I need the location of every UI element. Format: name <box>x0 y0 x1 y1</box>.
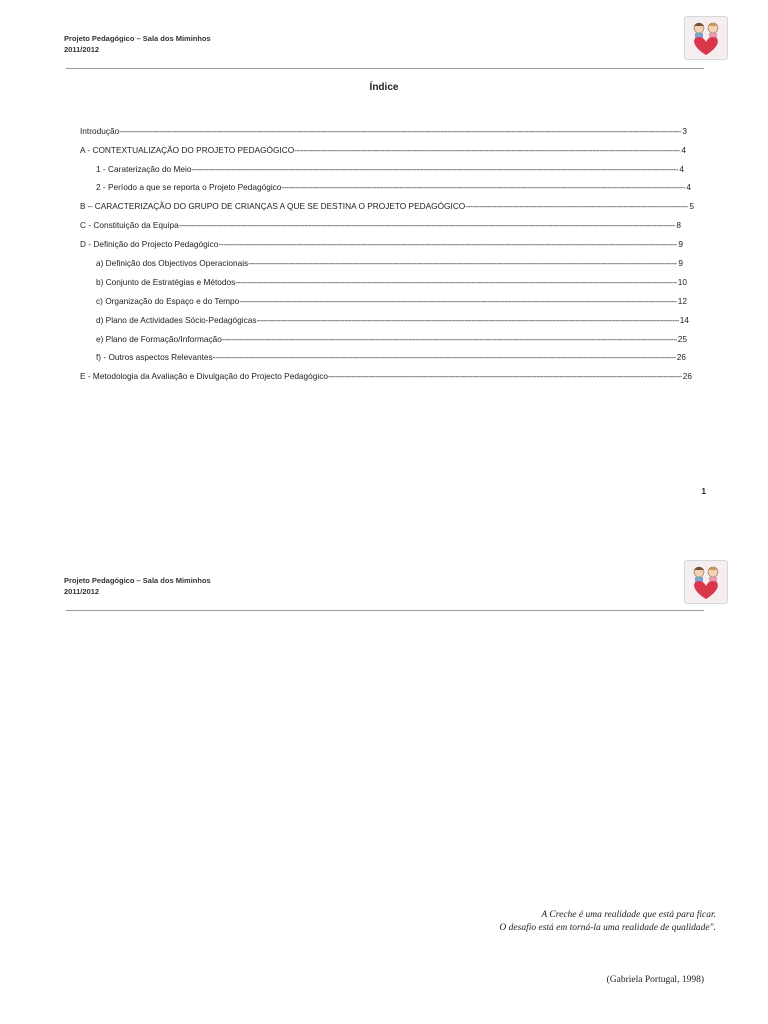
toc-entry-page: 9 <box>678 258 683 268</box>
toc-entry[interactable] <box>80 238 683 250</box>
children-heart-logo-icon <box>685 561 727 603</box>
toc-leader <box>239 295 676 307</box>
toc-entry-page: 26 <box>682 371 692 381</box>
toc-entry-page: 4 <box>686 182 691 192</box>
toc-entry[interactable] <box>96 257 683 269</box>
toc-leader <box>235 276 676 288</box>
header-title: Projeto Pedagógico – Sala dos Miminhos <box>64 576 211 585</box>
logo-image <box>684 16 728 60</box>
quote-line-1: A Creche é uma realidade que está para ficar. <box>541 910 716 920</box>
header-block <box>64 33 211 55</box>
toc-entry[interactable] <box>80 219 681 231</box>
toc-entry-text: 2 - Período a que se reporta o Projeto Pedagógico <box>96 182 282 192</box>
header-year: 2011/2012 <box>64 587 100 596</box>
toc-leader <box>257 314 679 326</box>
toc-entry[interactable] <box>80 125 687 137</box>
toc-entry-page: 4 <box>681 145 686 155</box>
toc-entry[interactable] <box>96 295 687 307</box>
toc-entry-text: E - Metodologia da Avaliação e Divulgação do Projecto Pedagógico <box>80 371 328 381</box>
toc-entry-text: A - CONTEXTUALIZAÇÃO DO PROJETO PEDAGÓGICO <box>80 145 295 155</box>
toc-leader <box>213 351 676 363</box>
toc-leader <box>465 200 688 212</box>
toc-leader <box>248 257 677 269</box>
toc-entry-text: a) Definição dos Objectivos Operacionais <box>96 258 249 268</box>
toc-entry-page: 8 <box>676 220 681 230</box>
toc-entry-text: b) Conjunto de Estratégias e Métodos <box>96 277 236 287</box>
toc-entry[interactable] <box>96 163 684 175</box>
toc-entry[interactable] <box>96 333 687 345</box>
header-title: Projeto Pedagógico – Sala dos Miminhos <box>64 34 211 43</box>
header-divider <box>66 610 704 611</box>
toc-leader <box>191 163 678 175</box>
toc-entry-text: 1 - Caraterização do Meio <box>96 164 192 174</box>
toc-entry-text: C - Constituição da Equipa <box>80 220 179 230</box>
toc-entry-text: e) Plano de Formação/Informação <box>96 334 222 344</box>
toc-entry-page: 26 <box>676 352 686 362</box>
logo-image <box>684 560 728 604</box>
index-title: Índice <box>369 82 399 93</box>
toc-entry-text: f) - Outros aspectos Relevantes <box>96 352 213 362</box>
toc-entry[interactable] <box>96 314 689 326</box>
toc-entry[interactable] <box>80 144 686 156</box>
toc-entry-text: D - Definição do Projecto Pedagógico <box>80 239 219 249</box>
page-number: 1 <box>701 487 706 496</box>
toc-leader <box>179 219 676 231</box>
toc-leader <box>281 181 685 193</box>
toc-entry-page: 3 <box>682 126 687 136</box>
toc-entry-text: d) Plano de Actividades Sócio-Pedagógicas <box>96 315 257 325</box>
epigraph-quote <box>499 909 716 935</box>
toc-entry[interactable] <box>96 276 687 288</box>
quote-citation: (Gabriela Portugal, 1998) <box>606 975 704 985</box>
toc-entry-page: 5 <box>689 201 694 211</box>
header-block <box>64 575 211 597</box>
toc-leader <box>218 238 677 250</box>
quote-line-2: O desafio está em torná-la uma realidade de qualidade". <box>499 923 716 933</box>
header-year: 2011/2012 <box>64 45 100 54</box>
toc-entry-text: B – CARACTERIZAÇÃO DO GRUPO DE CRIANÇAS A QUE SE DESTINA O PROJETO PEDAGÓGICO <box>80 201 466 211</box>
toc-entry[interactable] <box>96 351 686 363</box>
toc-leader <box>119 125 681 137</box>
document-page-2 <box>0 555 768 1024</box>
header-divider <box>66 68 704 69</box>
toc-entry[interactable] <box>96 181 691 193</box>
toc-entry-page: 25 <box>677 334 687 344</box>
toc-leader <box>222 333 677 345</box>
toc-entry-page: 14 <box>679 315 689 325</box>
toc-entry-text: Introdução <box>80 126 120 136</box>
toc-entry-page: 12 <box>677 296 687 306</box>
toc-leader <box>294 144 680 156</box>
toc-entry-text: c) Organização do Espaço e do Tempo <box>96 296 240 306</box>
toc-entry-page: 10 <box>677 277 687 287</box>
toc-entry-page: 9 <box>678 239 683 249</box>
toc-entry[interactable] <box>80 370 692 382</box>
children-heart-logo-icon <box>685 17 727 59</box>
toc-leader <box>328 370 682 382</box>
toc-entry-page: 4 <box>679 164 684 174</box>
toc-entry[interactable] <box>80 200 694 212</box>
